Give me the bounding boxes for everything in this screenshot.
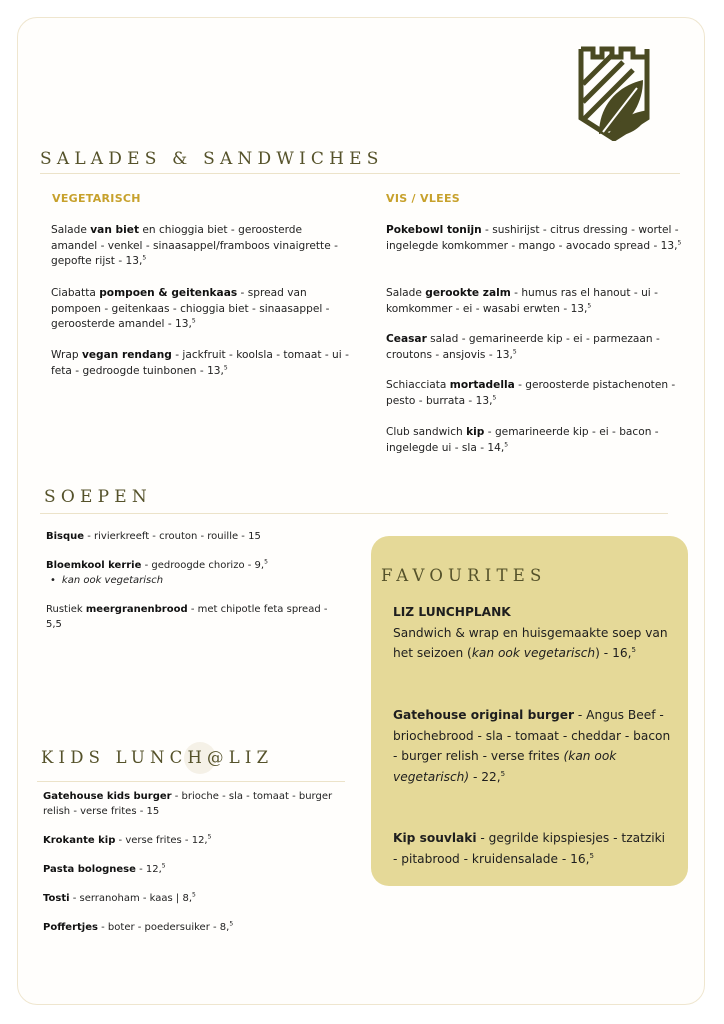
- section-title-soepen: SOEPEN: [44, 487, 152, 507]
- castle-leaf-logo-icon: [577, 46, 651, 141]
- favourite-item: LIZ LUNCHPLANK Sandwich & wrap en huisgemaakte soep van het seizoen (kan ook vegetarisch) - 16,$^5$: [393, 605, 668, 660]
- menu-item: Bisque - rivierkreeft - crouton - rouille - 15: [46, 531, 261, 542]
- menu-item: Poffertjes - boter - poedersuiker - 8,$^5$: [43, 920, 234, 933]
- menu-item: Bloemkool kerrie - gedroogde chorizo - 9,$^5$: [46, 558, 268, 571]
- menu-item: Salade van biet en chioggia biet - geroosterde amandel - venkel - sinaasappel/framboos vinaigrette - gepofte rijst - 13,$^5$: [51, 224, 338, 268]
- menu-item: Club sandwich kip - gemarineerde kip - ei - bacon - ingelegde ui - sla - 14,$^5$: [386, 426, 659, 454]
- section-title-favourites: FAVOURITES: [381, 566, 547, 585]
- vegetarian-note: • kan ook vegetarisch: [46, 574, 346, 589]
- menu-item: Gatehouse kids burger - brioche - sla - tomaat - burger relish - verse frites - 15: [43, 791, 333, 817]
- section-title-salades: SALADES & SANDWICHES: [40, 149, 384, 169]
- section-title-kids: KIDS LUNCH@LIZ: [41, 748, 274, 767]
- favourite-item: Kip souvlaki - gegrilde kipspiesjes - tzatziki - pitabrood - kruidensalade - 16,$^5$: [393, 831, 666, 866]
- menu-item: Krokante kip - verse frites - 12,$^5$: [43, 833, 212, 846]
- menu-item: Schiacciata mortadella - geroosterde pistachenoten - pesto - burrata - 13,$^5$: [386, 379, 676, 407]
- divider: [40, 513, 668, 514]
- subheading-vegetarisch: VEGETARISCH: [52, 192, 141, 205]
- menu-item: Tosti - serranoham - kaas | 8,$^5$: [43, 891, 196, 904]
- divider: [37, 781, 345, 782]
- subheading-vis-vlees: VIS / VLEES: [386, 192, 460, 205]
- menu-item: Ceasar salad - gemarineerde kip - ei - parmezaan - croutons - ansjovis - 13,$^5$: [386, 333, 660, 361]
- menu-item: Pasta bolognese - 12,$^5$: [43, 862, 166, 875]
- menu-item: Wrap vegan rendang - jackfruit - koolsla - tomaat - ui - feta - gedroogde tuinbonen - 13,$^5$: [51, 349, 349, 377]
- menu-item: Salade gerookte zalm - humus ras el hanout - ui - komkommer - ei - wasabi erwten - 13,$^5$: [386, 287, 658, 315]
- menu-item: Ciabatta pompoen & geitenkaas - spread van pompoen - geitenkaas - chioggia biet - sinaasappel - geroosterde amandel - 13,$^5$: [51, 287, 330, 331]
- divider: [40, 173, 680, 174]
- favourite-item: Gatehouse original burger - Angus Beef - briochebrood - sla - tomaat - cheddar - bacon - burger relish - verse frites (kan ook vegetarisch) - 22,$^5$: [393, 708, 671, 784]
- menu-item: Rustiek meergranenbrood - met chipotle feta spread - 5,5: [46, 604, 328, 630]
- menu-item: Pokebowl tonijn - sushirijst - citrus dressing - wortel - ingelegde komkommer - mango - avocado spread - 13,$^5$: [386, 224, 682, 252]
